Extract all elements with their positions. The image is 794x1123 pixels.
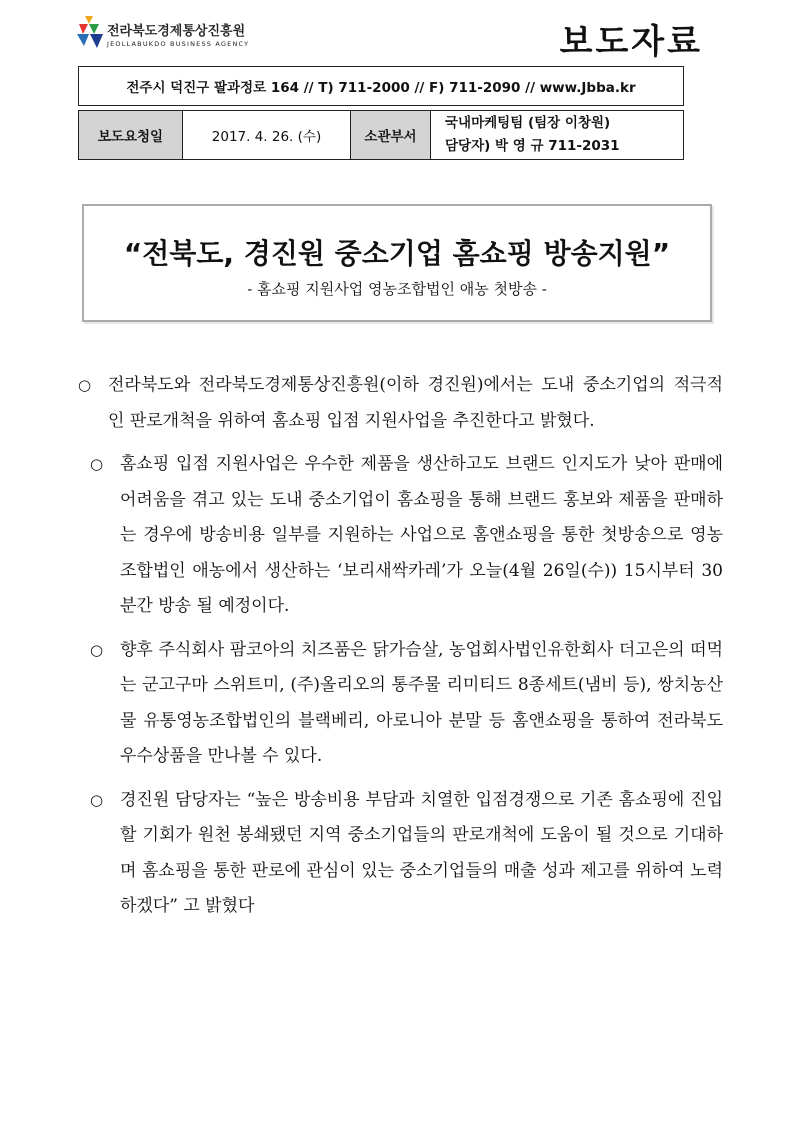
circle-bullet-icon: ○ (78, 376, 92, 394)
header (75, 12, 715, 62)
logo-shard-red (79, 24, 88, 34)
paragraph (78, 783, 723, 925)
org-logo (75, 14, 275, 58)
dept-label: 소관부서 (351, 111, 431, 159)
paragraph (78, 633, 723, 775)
logo-shard-yellow (85, 16, 93, 24)
circle-bullet-icon: ○ (90, 790, 104, 809)
paragraph-text: 전라북도와 전라북도경제통상진흥원(이하 경진원)에서는 도내 중소기업의 적극적인 판로개척을 위하여 홈쇼핑 입점 지원사업을 추진한다고 밝혔다. (108, 375, 723, 431)
info-table (78, 110, 684, 160)
paragraph (78, 368, 723, 439)
dept-contact: 담당자) 박 영 규 711-2031 (445, 138, 620, 154)
logo-shard-blue (77, 34, 89, 46)
org-name-en: JEOLLABUKDO BUSINESS AGENCY (107, 40, 250, 48)
article-body (78, 368, 723, 933)
doc-type-title: 보도자료 (559, 22, 703, 62)
logo-shard-navy (90, 34, 103, 48)
org-name-ko: 전라북도경제통상진흥원 (107, 24, 246, 39)
dept-team: 국내마케팅팀 (팀장 이창원) (445, 115, 611, 131)
org-logo-icon (75, 14, 105, 54)
circle-bullet-icon: ○ (90, 455, 104, 473)
headline-title: “전북도, 경진원 중소기업 홈쇼핑 방송지원” (123, 237, 671, 270)
dept-value (431, 111, 683, 159)
request-date-value: 2017. 4. 26. (수) (183, 111, 351, 159)
headline-subtitle: - 홈쇼핑 지원사업 영농조합법인 애농 첫방송 - (247, 280, 547, 298)
paragraph-text: 향후 주식회사 팜코아의 치즈품은 닭가슴살, 농업회사법인유한회사 더고은의 떠먹는 군고구마 스위트미, (주)올리오의 통주물 리미티드 8종세트(냄비 등), 쌍치농산물 유통영농조합법인의 블랙베리, 아로니아 분말 등 홈앤쇼핑을 통하여 전라북도 우수상품을 만나볼 수 있다. (120, 639, 723, 766)
logo-shard-green (89, 24, 99, 34)
circle-bullet-icon: ○ (90, 640, 104, 659)
paragraph (78, 447, 723, 625)
paragraph-text: 홈쇼핑 입점 지원사업은 우수한 제품을 생산하고도 브랜드 인지도가 낮아 판매에 어려움을 겪고 있는 도내 중소기업이 홈쇼핑을 통해 브랜드 홍보와 제품을 판매하는 경우에 방송비용 일부를 지원하는 사업으로 홈앤쇼핑을 통한 첫방송으로 영농조합법인 애농에서 생산하는 ‘보리새싹카레’가 오늘(4월 26일(수)) 15시부터 30분간 방송 될 예정이다. (120, 454, 723, 616)
headline-box (82, 204, 712, 322)
contact-line: 전주시 덕진구 팔과정로 164 // T) 711-2000 // F) 711-2090 // www.Jbba.kr (78, 66, 684, 106)
paragraph-text: 경진원 담당자는 “높은 방송비용 부담과 치열한 입점경쟁으로 기존 홈쇼핑에 진입할 기회가 원천 봉쇄됐던 지역 중소기업들의 판로개척에 도움이 될 것으로 기대하며 홈쇼핑을 통한 판로에 관심이 있는 중소기업들의 매출 성과 제고를 위하여 노력하겠다” 고 밝혔다 (120, 789, 723, 916)
request-date-label: 보도요청일 (79, 111, 183, 159)
